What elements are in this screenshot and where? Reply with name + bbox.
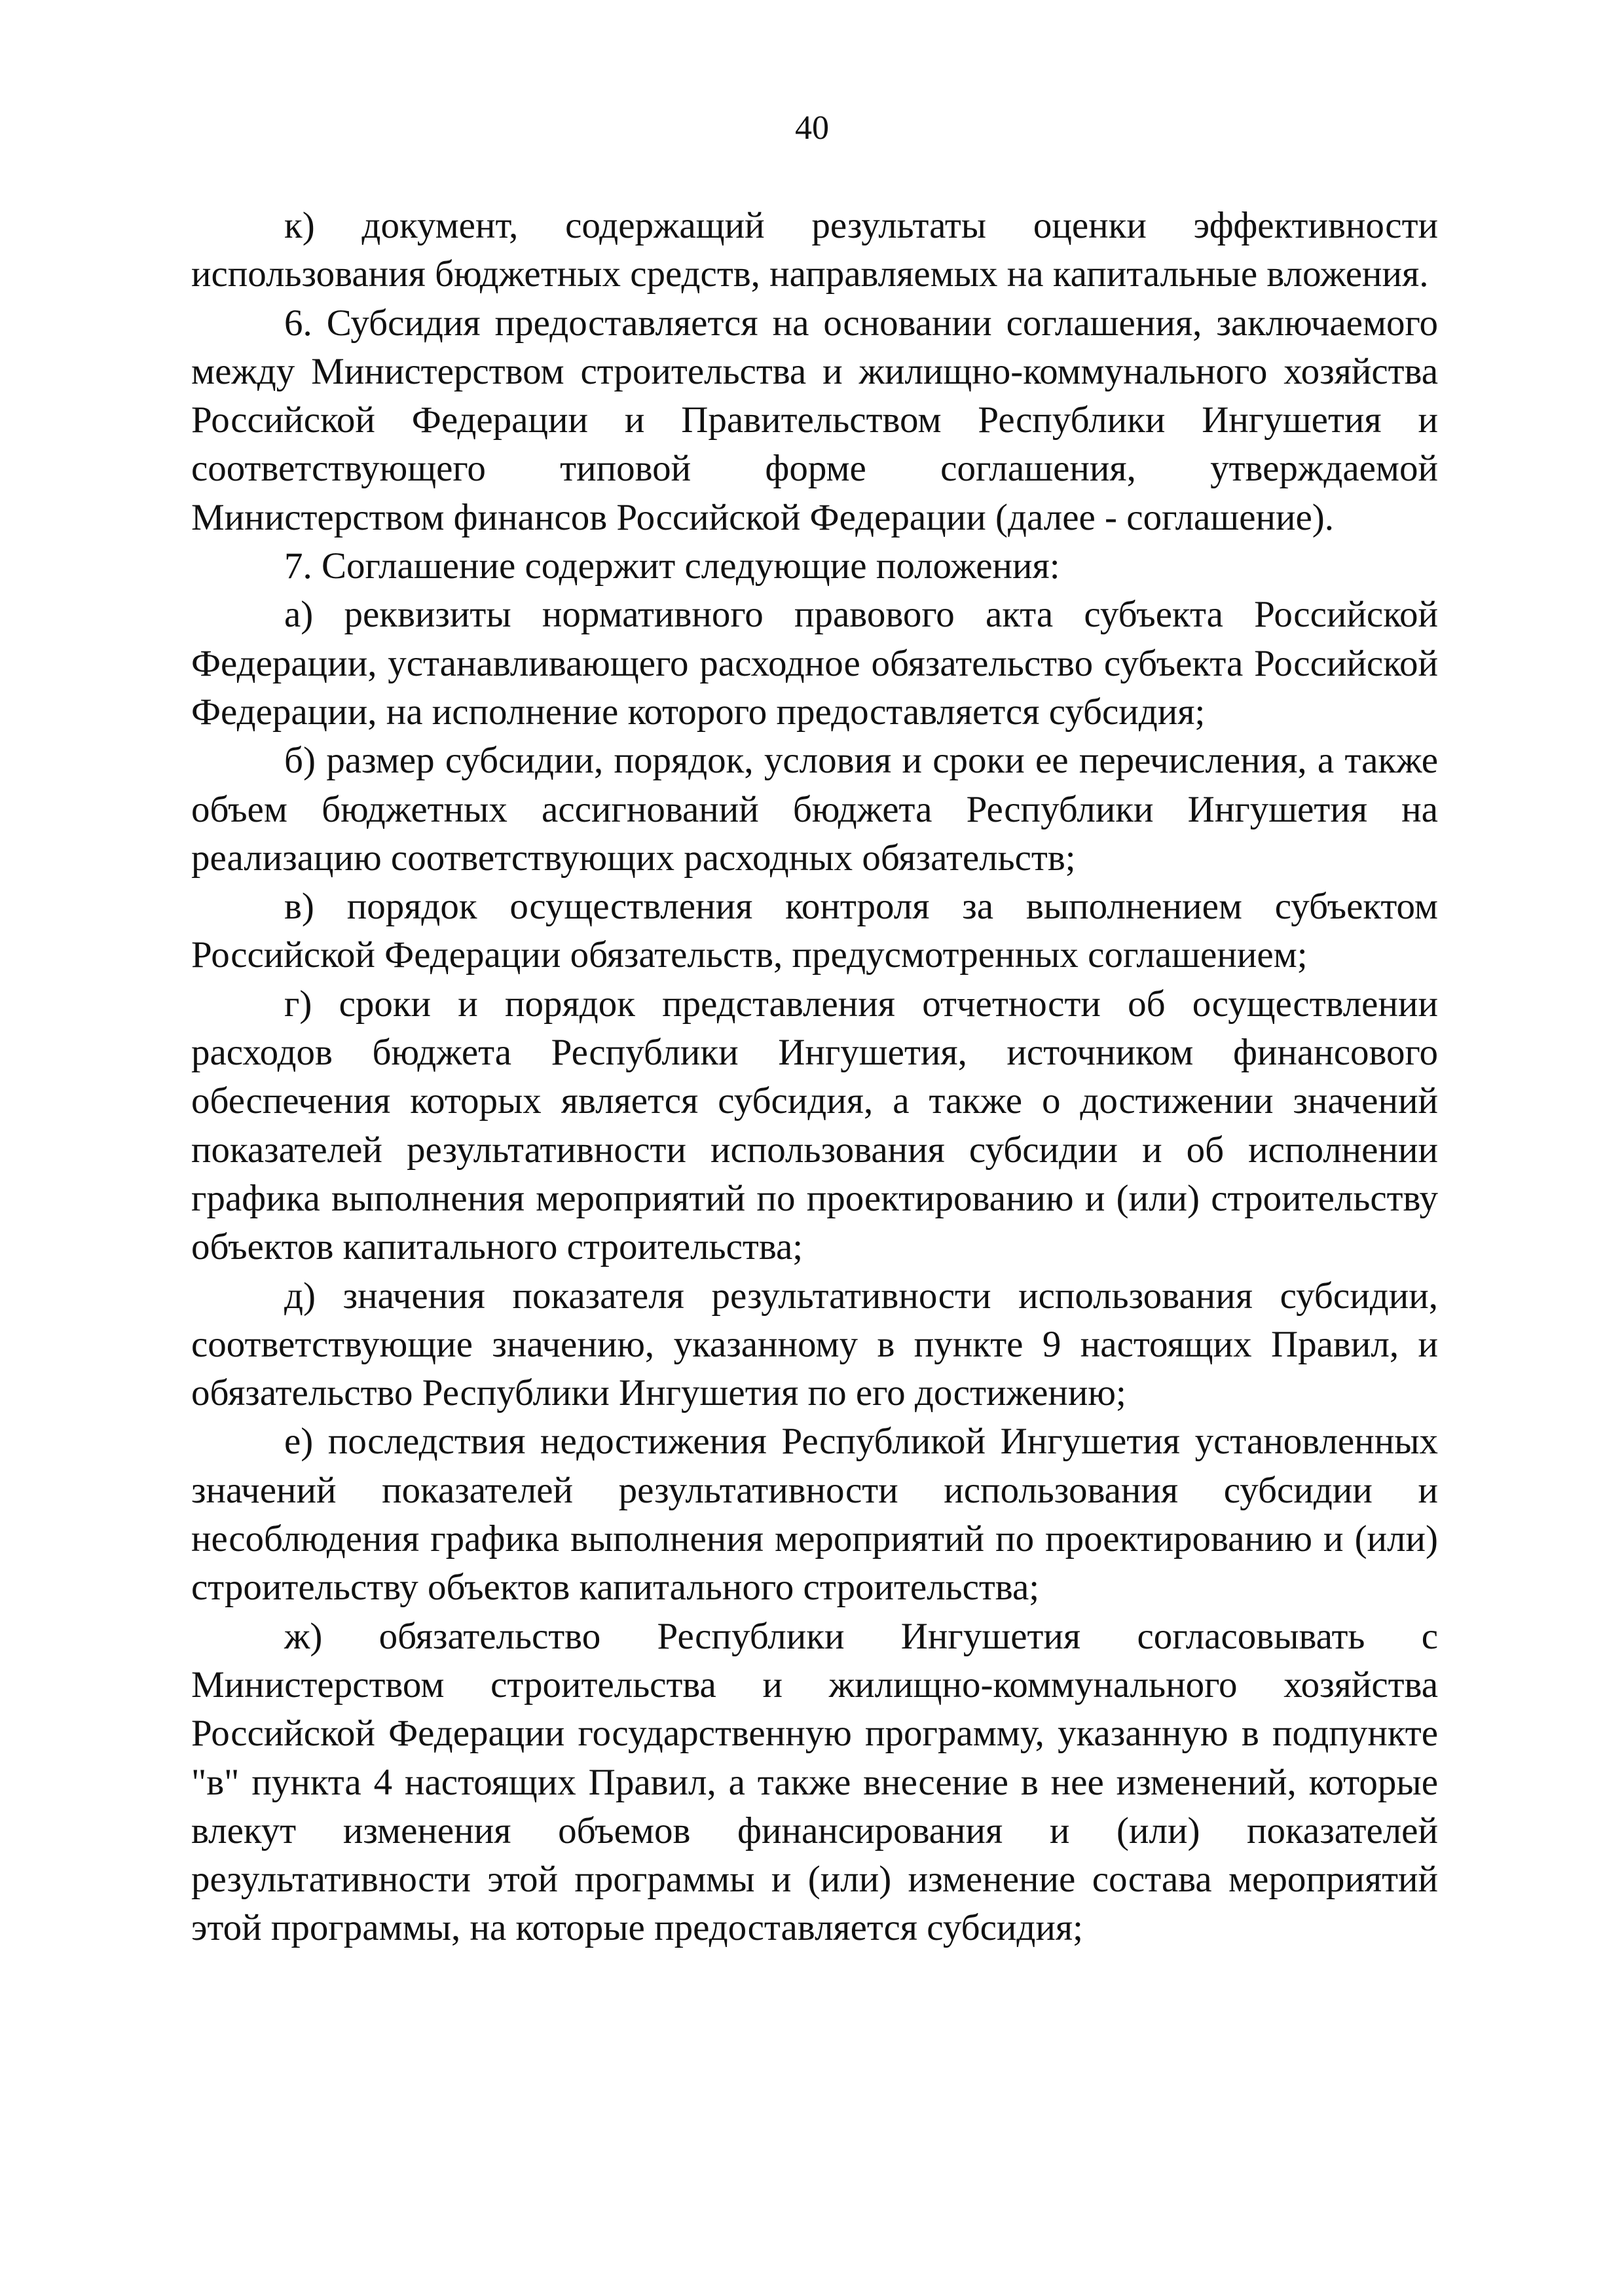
paragraph-zh: ж) обязательство Республики Ингушетия согласовывать с Министерством строительства и жилищно-коммунального хозяйства Российской Федерации государственную программу, указанную в подпункте "в" пункта 4 настоящих Правил, а также внесение в нее изменений, которые влекут изменения объемов финансирования и (или) показателей результативности этой программы и (или) изменение состава мероприятий этой программы, на которые предоставляется субсидия; (191, 1615, 1438, 1949)
paragraph-b: б) размер субсидии, порядок, условия и сроки ее перечисления, а также объем бюджетных ассигнований бюджета Республики Ингушетия на реализацию соответствующих расходных обязательств; (191, 740, 1438, 879)
document-body (191, 202, 1438, 1953)
paragraph-e: е) последствия недостижения Республикой Ингушетия установленных значений показателей результативности использования субсидии и несоблюдения графика выполнения мероприятий по проектированию и (или) строительству объектов капитального строительства; (191, 1421, 1438, 1609)
paragraph-v: в) порядок осуществления контроля за выполнением субъектом Российской Федерации обязательств, предусмотренных соглашением; (191, 886, 1438, 976)
paragraph-g: г) сроки и порядок представления отчетности об осуществлении расходов бюджета Республики Ингушетия, источником финансового обеспечения которых является субсидия, а также о достижении значений показателей результативности использования субсидии и об исполнении графика выполнения мероприятий по проектированию и (или) строительству объектов капитального строительства; (191, 983, 1438, 1268)
paragraph-6: 6. Субсидия предоставляется на основании соглашения, заключаемого между Министерством строительства и жилищно-коммунального хозяйства Российской Федерации и Правительством Республики Ингушетия и соответствующего типовой форме соглашения, утверждаемой Министерством финансов Российской Федерации (далее - соглашение). (191, 302, 1438, 538)
paragraph-k: к) документ, содержащий результаты оценки эффективности использования бюджетных средств, направляемых на капитальные вложения. (191, 205, 1438, 295)
paragraph-7: 7. Соглашение содержит следующие положения: (284, 545, 1060, 587)
paragraph-a: а) реквизиты нормативного правового акта субъекта Российской Федерации, устанавливающего расходное обязательство субъекта Российской Федерации, на исполнение которого предоставляется субсидия; (191, 594, 1438, 733)
page-number: 40 (795, 109, 829, 147)
paragraph-d: д) значения показателя результативности использования субсидии, соответствующие значению, указанному в пункте 9 настоящих Правил, и обязательство Республики Ингушетия по его достижению; (191, 1275, 1438, 1414)
